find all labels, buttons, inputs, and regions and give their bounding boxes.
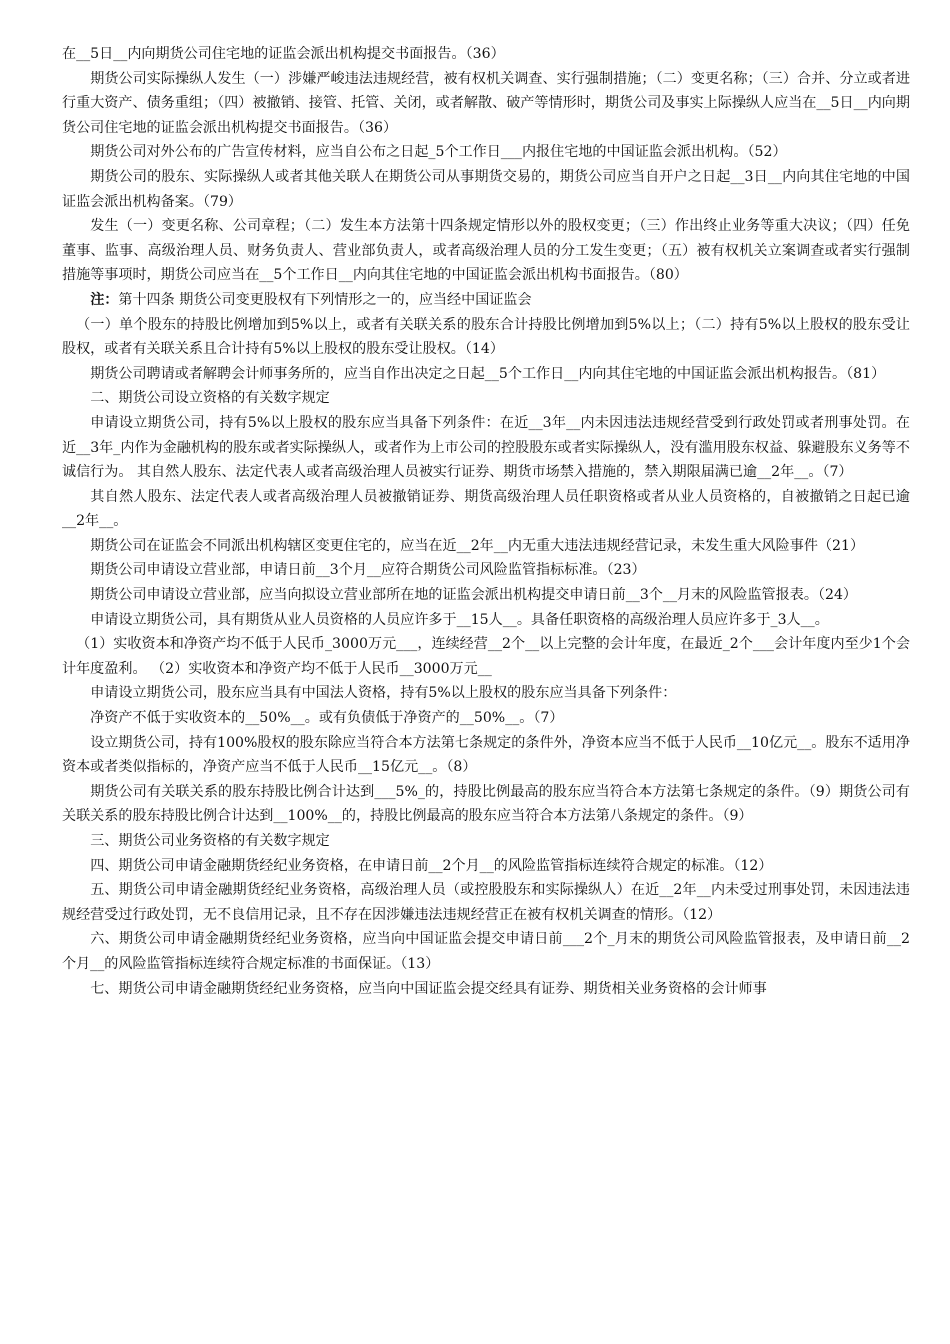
note-text: 第十四条 期货公司变更股权有下列情形之一的，应当经中国证监会 (118, 291, 532, 308)
note-label: 注： (90, 291, 119, 308)
paragraph-25: 七、期货公司申请金融期货经纪业务资格，应当向中国证监会提交经具有证券、期货相关业务资格的会计师事 (90, 980, 767, 997)
paragraph-19: 设立期货公司，持有100%股权的股东除应当符合本方法第七条规定的条件外，净资本应当不低于人民币__10亿元__。股东不适用净资本或者类似指标的，净资产应当不低于人民币__15亿元__。（8） (62, 734, 910, 776)
paragraph-11: 其自然人股东、法定代表人或者高级治理人员被撤销证券、期货高级治理人员任职资格或者从业人员资格的，自被撤销之日起已逾__2年__。 (62, 488, 910, 530)
paragraph-8: 期货公司聘请或者解聘会计师事务所的，应当自作出决定之日起__5个工作日__内向其住宅地的中国证监会派出机构报告。（81） (90, 365, 886, 382)
paragraph-3: 期货公司对外公布的广告宣传材料，应当自公布之日起_5个工作日___内报住宅地的中国证监会派出机构。（52） (90, 144, 787, 161)
paragraph-7: （一）单个股东的持股比例增加到5%以上，或者有关联关系的股东合计持股比例增加到5%以上；（二）持有5%以上股权的股东受让股权，或者有关联关系且合计持有5%以上股权的股东受让股权。（14） (62, 316, 910, 358)
paragraph-14: 期货公司申请设立营业部，应当向拟设立营业部所在地的证监会派出机构提交申请日前__3个__月末的风险监管报表。（24） (90, 587, 858, 604)
section-heading-3: 三、期货公司业务资格的有关数字规定 (90, 833, 330, 849)
paragraph-24: 六、期货公司申请金融期货经纪业务资格，应当向中国证监会提交申请日前___2个_月末的期货公司风险监管报表，及申请日前__2个月__的风险监管指标连续符合规定标准的书面保证。（13） (62, 931, 910, 972)
note-paragraph (62, 288, 910, 313)
paragraph-2: 期货公司实际操纵人发生（一）涉嫌严峻违法违规经营，被有权机关调查、实行强制措施；（二）变更名称；（三）合并、分立或者进行重大资产、债务重组；（四）被撤销、接管、托管、关闭，或者解散、破产等情形时，期货公司及事实上际操纵人应当在__5日__内向期货公司住宅地的证监会派出机构提交书面报告。（36） (62, 70, 910, 136)
paragraph-23: 五、期货公司申请金融期货经纪业务资格，高级治理人员（或控股股东和实际操纵人）在近__2年__内未受过刑事处罚，未因违法违规经营受过行政处罚，无不良信用记录，且不存在因涉嫌违法违规经营正在被有权机关调查的情形。（12） (62, 882, 910, 923)
paragraph-1: 在__5日__内向期货公司住宅地的证监会派出机构提交书面报告。（36） (62, 46, 505, 62)
paragraph-18: 净资产不低于实收资本的__50%__。或有负债低于净资产的__50%__。（7） (90, 710, 564, 727)
paragraph-12: 期货公司在证监会不同派出机构辖区变更住宅的，应当在近__2年__内无重大违法违规经营记录，未发生重大风险事件（21） (90, 537, 865, 554)
paragraph-5: 发生（一）变更名称、公司章程；（二）发生本方法第十四条规定情形以外的股权变更；（三）作出终止业务等重大决议；（四）任免董事、监事、高级治理人员、财务负责人、营业部负责人，或者高级治理人员的分工发生变更；（五）被有权机关立案调查或者实行强制措施等事项时，期货公司应当在__5个工作日__内向其住宅地的中国证监会派出机构书面报告。（80） (62, 218, 910, 284)
paragraph-16: （1）实收资本和净资产均不低于人民币_3000万元___，连续经营__2个__以上完整的会计年度，在最近_2个___会计年度内至少1个会计年度盈利。 （2）实收资本和净资产均不低于人民币__3000万元__ (62, 636, 910, 677)
paragraph-10: 申请设立期货公司，持有5%以上股权的股东应当具备下列条件：在近__3年__内未因违法违规经营受到行政处罚或者刑事处罚。在近__3年_内作为金融机构的股东或者实际操纵人，或者作为上市公司的控股股东或者实际操纵人，没有滥用股东权益、躲避股东义务等不诚信行为。 其自然人股东、法定代表人或者高级治理人员被实行证券、期货市场禁入措施的，禁入期限届满已逾__2年__。（7） (62, 414, 910, 481)
paragraph-17: 申请设立期货公司，股东应当具有中国法人资格，持有5%以上股权的股东应当具备下列条件： (90, 685, 677, 702)
paragraph-15: 申请设立期货公司，具有期货从业人员资格的人员应许多于__15人__。具备任职资格的高级治理人员应许多于_3人__。 (90, 611, 829, 628)
paragraph-4: 期货公司的股东、实际操纵人或者其他关联人在期货公司从事期货交易的，期货公司应当自开户之日起__3日__内向其住宅地的中国证监会派出机构备案。（79） (62, 168, 910, 210)
section-heading-2: 二、期货公司设立资格的有关数字规定 (90, 390, 330, 407)
paragraph-22: 四、期货公司申请金融期货经纪业务资格，在申请日前__2个月__的风险监管指标连续符合规定的标准。（12） (90, 857, 773, 874)
paragraph-20: 期货公司有关联关系的股东持股比例合计达到___5%_的，持股比例最高的股东应当符合本方法第七条规定的条件。（9）期货公司有关联关系的股东持股比例合计达到__100%__的，持股比例最高的股东应当符合本方法第八条规定的条件。（9） (62, 783, 910, 825)
paragraph-13: 期货公司申请设立营业部，申请日前__3个月__应符合期货公司风险监管指标标准。（23） (90, 562, 646, 579)
